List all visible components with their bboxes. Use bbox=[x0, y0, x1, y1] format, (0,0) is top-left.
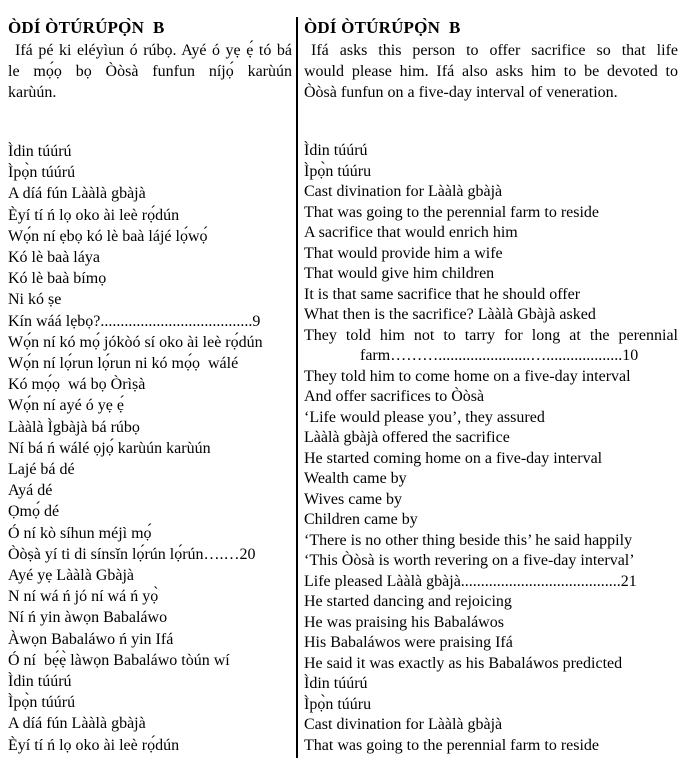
verse-line: Ìdin túúrú bbox=[8, 673, 72, 691]
verse-line: Kín wáá lẹbọ?......................................9 bbox=[8, 312, 261, 330]
verse-line: Èyí tí ń lọ oko ài leè rọ́dún bbox=[8, 206, 180, 224]
english-column bbox=[298, 17, 683, 770]
yoruba-column bbox=[0, 17, 296, 770]
intro-line: le mọ́ọ bọ Òòsà funfun níjọ́ karùún bbox=[8, 63, 292, 80]
verse-line: Wọ́n ní kó mọ́ jókòó sí oko ài leè rọ́dún bbox=[8, 333, 263, 351]
verse-line: That was going to the perennial farm to reside bbox=[304, 736, 600, 754]
verse-line: A díá fún Lààlà gbàjà bbox=[8, 715, 146, 733]
verse-line: ‘This Òòsà is worth revering on a five-day interval’ bbox=[304, 552, 635, 569]
verse-line: His Babaláwos were praising Ifá bbox=[304, 634, 513, 651]
verse-line: Ayé yẹ Lààlà Gbàjà bbox=[8, 567, 135, 585]
verse-line: What then is the sacrifice? Lààlà Gbàjà asked bbox=[304, 306, 596, 323]
verse-line: N ní wá ń jó ní wá ń yọ̀ bbox=[8, 588, 159, 606]
verse-line: Ìpọ̀n túúru bbox=[304, 162, 372, 180]
verse-line: Lààlà Ìgbàjà bá rúbọ bbox=[8, 418, 140, 436]
verse-line: Ó ní bẹ́ẹ̀ làwọn Babaláwo tòún wí bbox=[8, 651, 230, 669]
verse-line: Ìdin túúrú bbox=[304, 142, 368, 159]
verse-line: That would give him children bbox=[304, 265, 495, 282]
verse-line: That would provide him a wife bbox=[304, 244, 503, 262]
verse-line: Wealth came by bbox=[304, 470, 407, 487]
verse-line: Kó lè baà láya bbox=[8, 249, 100, 267]
verse-line: Lajé bá dé bbox=[8, 461, 75, 479]
verse-line: He started coming home on a five-day interval bbox=[304, 449, 603, 467]
verse-line: A sacrifice that would enrich him bbox=[304, 224, 518, 241]
intro-line: would please him. Ifá also asks him to be devoted to bbox=[304, 63, 678, 80]
intro-line: Ifá pé ki eléyìun ó rúbọ. Ayé ó yẹ ẹ́ tó bá bbox=[15, 42, 292, 59]
verse-line: Òòṣà yí ti di sínsǐn lọ́rún lọ́rún….…20 bbox=[8, 545, 256, 563]
verse-line: Ó ní kò síhun méjì mọ́ bbox=[8, 524, 152, 542]
verse-line: That was going to the perennial farm to reside bbox=[304, 203, 600, 221]
intro-line: Òòsà funfun on a five-day interval of veneration. bbox=[304, 84, 618, 101]
verse-line: Cast divination for Lààlà gbàjà bbox=[304, 716, 503, 733]
verse-line: Èyí tí ń lọ oko ài leè rọ́dún bbox=[8, 736, 180, 754]
yoruba-intro-paragraph bbox=[8, 40, 292, 103]
english-intro-paragraph bbox=[304, 40, 678, 103]
verse-line: farm……….......................…...................10 bbox=[360, 347, 639, 364]
intro-line: Ifá asks this person to offer sacrifice so that life bbox=[311, 42, 678, 59]
verse-line: Ìpọ̀n túúrú bbox=[8, 694, 76, 712]
verse-line: Lààlà gbàjà offered the sacrifice bbox=[304, 429, 510, 446]
verse-line: ‘Life would please you’, they assured bbox=[304, 408, 545, 426]
verse-line: Life pleased Lààlà gbàjà........................................21 bbox=[304, 572, 637, 590]
verse-line: He was praising his Babaláwos bbox=[304, 613, 504, 631]
yoruba-column-heading: ÒDÍ ÒTÚRÚPỌ̀N B bbox=[8, 18, 165, 37]
verse-line: Àwọn Babaláwo ń yin Ifá bbox=[8, 630, 174, 648]
english-verse bbox=[304, 141, 678, 756]
verse-line: Ìpọ̀n túúrú bbox=[8, 164, 76, 182]
verse-line: And offer sacrifices to Òòsà bbox=[304, 388, 485, 405]
verse-line: He started dancing and rejoicing bbox=[304, 593, 512, 610]
verse-line: Kó mọ́ọ wá bọ Òrìṣà bbox=[8, 376, 146, 394]
verse-line: Wọ́n ní ayé ó yẹ ẹ́ bbox=[8, 397, 124, 415]
verse-line: Kó lè baà bímọ bbox=[8, 270, 107, 288]
verse-line: Ìdin túúrú bbox=[8, 143, 72, 160]
verse-line: He said it was exactly as his Babaláwos predicted bbox=[304, 654, 623, 672]
verse-line: Ìpọ̀n túúru bbox=[304, 695, 372, 713]
verse-line: ‘There is no other thing beside this’ he said happily bbox=[304, 531, 633, 549]
english-column-heading: ÒDÍ ÒTÚRÚPỌ̀N B bbox=[304, 18, 461, 37]
verse-line: Ayá dé bbox=[8, 482, 53, 500]
verse-line: It is that same sacrifice that he should offer bbox=[304, 285, 581, 303]
yoruba-verse bbox=[8, 141, 293, 756]
verse-line: They told him to come home on a five-day interval bbox=[304, 367, 631, 385]
verse-line: Children came by bbox=[304, 511, 418, 528]
verse-line: Ọmọ́ dé bbox=[8, 503, 60, 521]
verse-line: A díá fún Lààlà gbàjà bbox=[8, 185, 146, 203]
verse-line: Ní ń yin àwọn Babaláwo bbox=[8, 609, 168, 627]
verse-line: They told him not to tarry for long at the perennial bbox=[304, 326, 678, 344]
verse-line: Wives came by bbox=[304, 490, 402, 508]
verse-line: Wọ́n ní ẹbọ kó lè baà lájé lọ́wọ́ bbox=[8, 227, 208, 245]
verse-line: Cast divination for Lààlà gbàjà bbox=[304, 183, 503, 200]
verse-line: Ní bá ń wálé ọjọ́ karùún karùún bbox=[8, 439, 211, 457]
verse-line: Ni kó ṣe bbox=[8, 291, 62, 309]
verse-line: Wọ́n ní lọ́run lọ́run ni kó mọ́ọ wálé bbox=[8, 355, 239, 373]
intro-line: karùún. bbox=[8, 84, 57, 101]
verse-line: Ìdin túúrú bbox=[304, 675, 368, 692]
